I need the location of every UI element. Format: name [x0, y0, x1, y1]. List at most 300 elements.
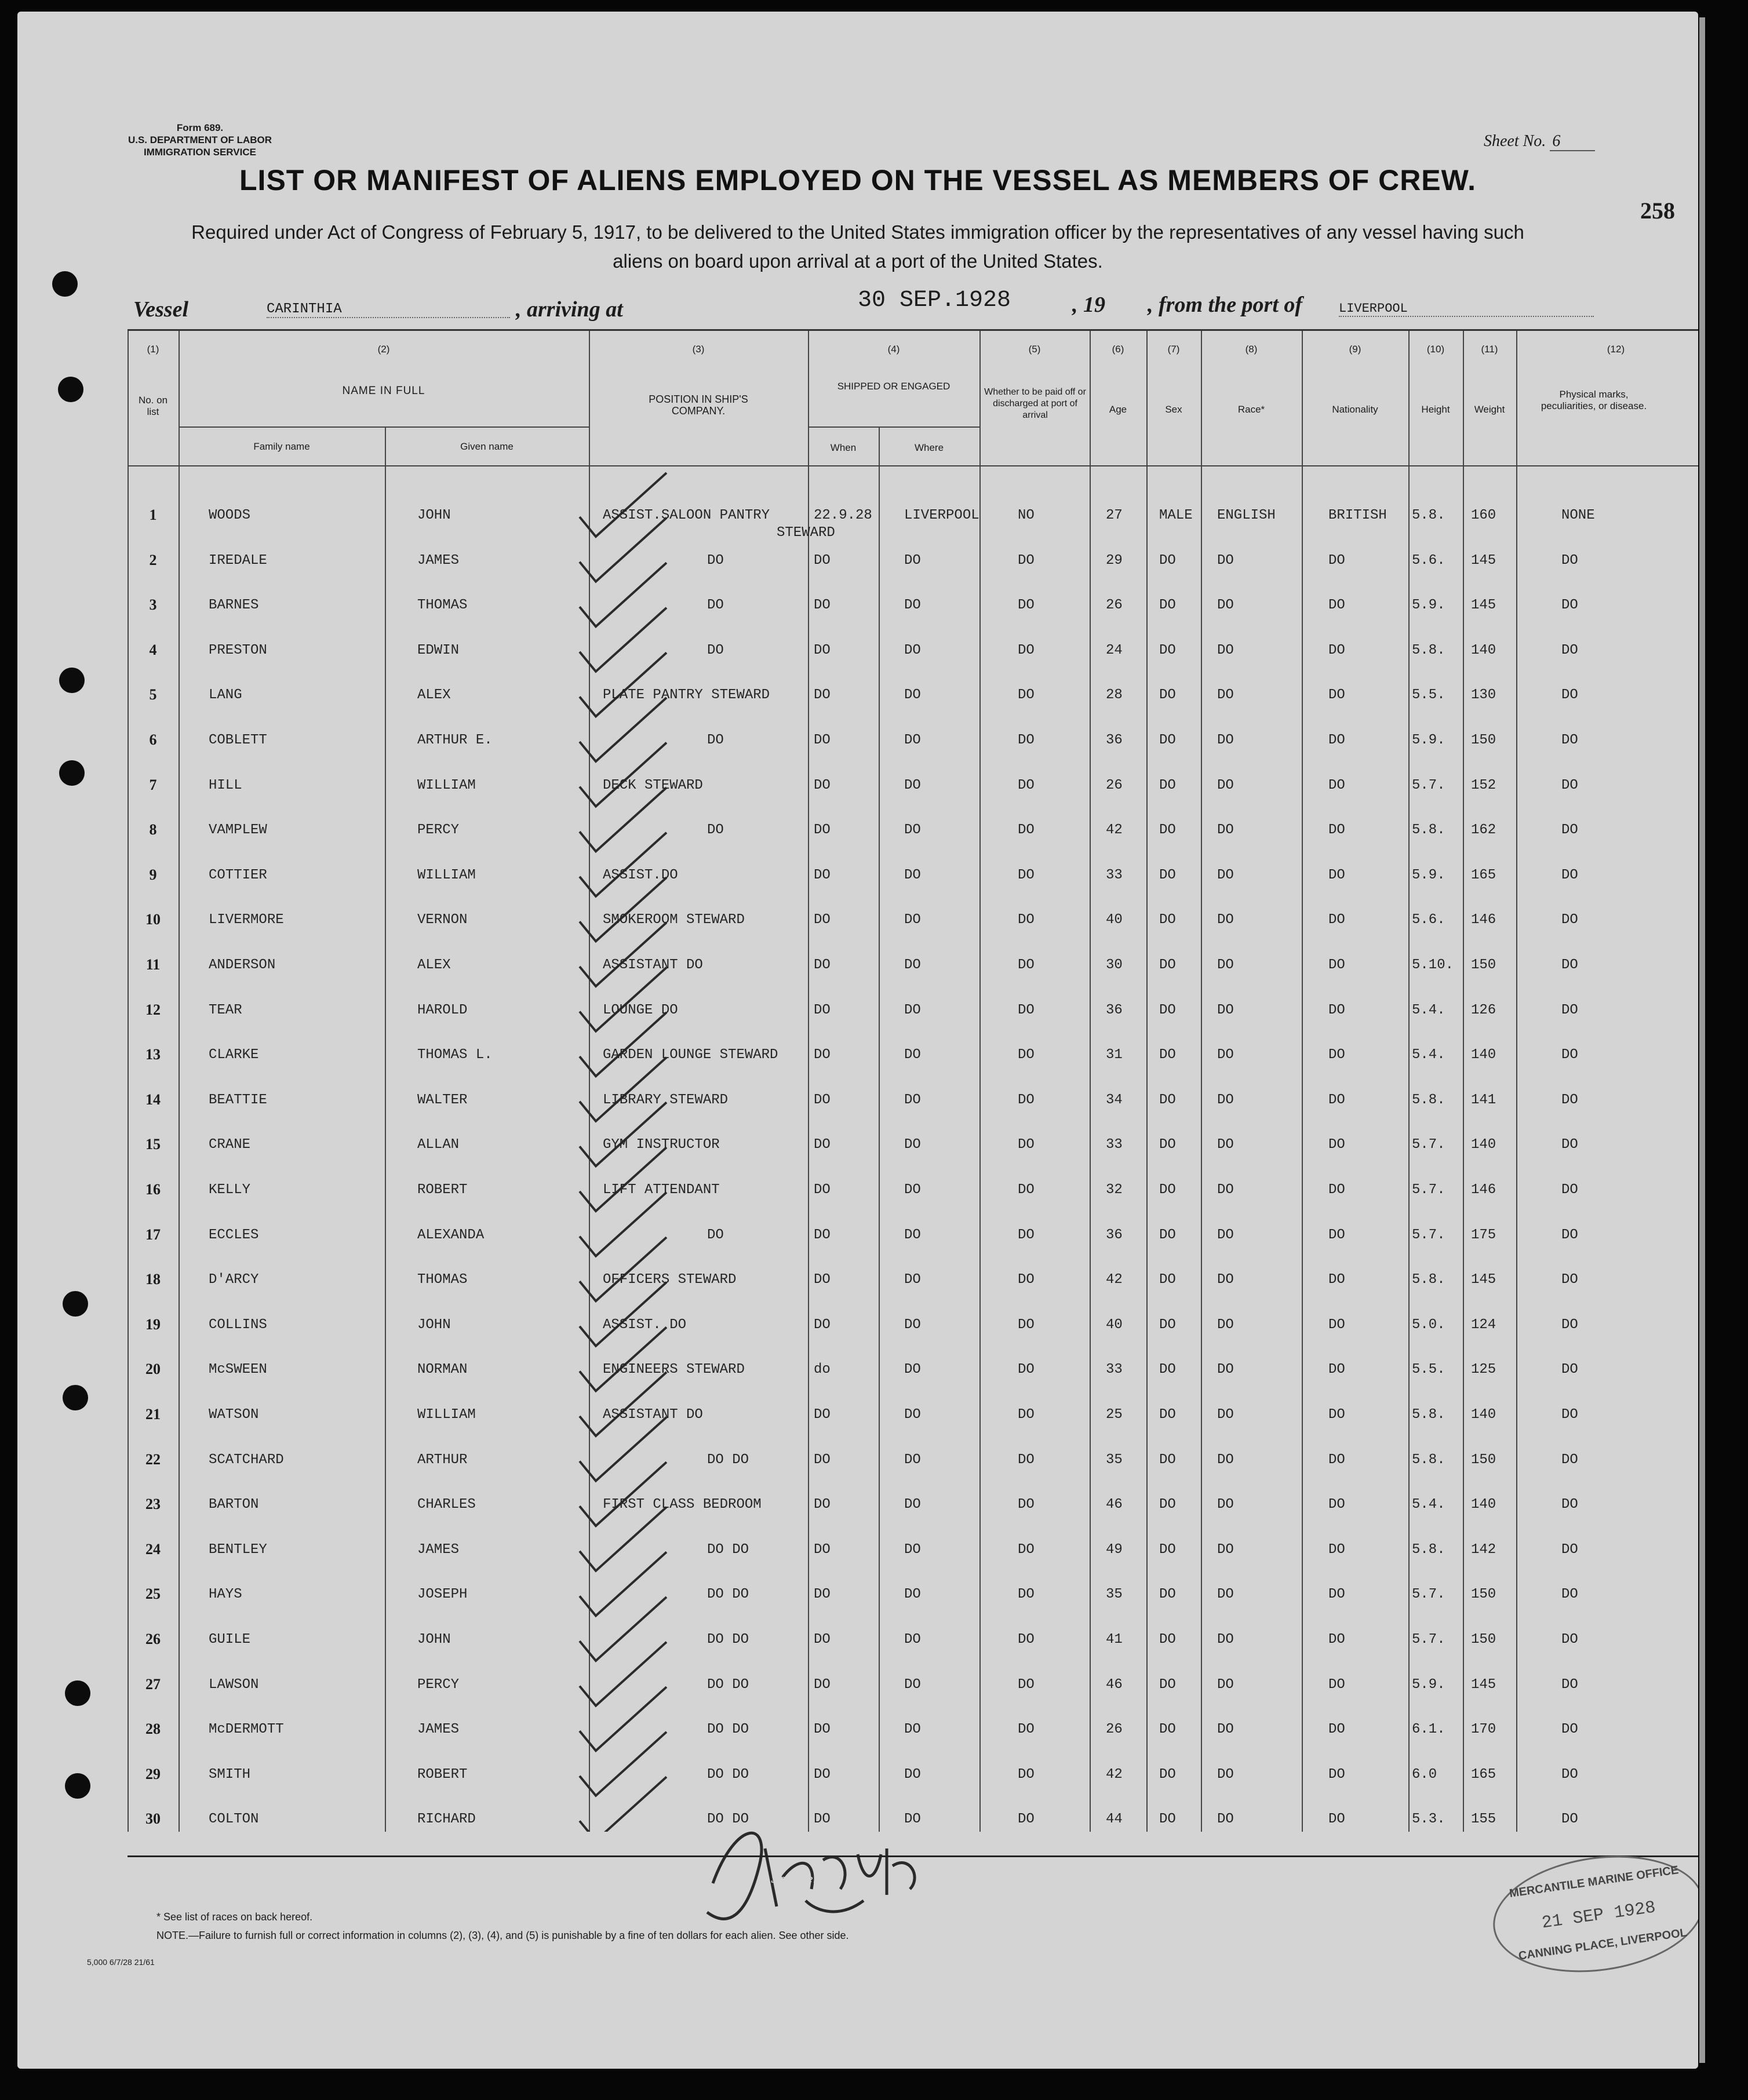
age-cell: 36: [1106, 1227, 1123, 1243]
physical-marks-cell: DO: [1561, 1452, 1578, 1468]
row-number: 21: [145, 1406, 161, 1423]
footer-rule: [128, 1855, 1698, 1857]
paid-off-cell: DO: [1018, 1182, 1035, 1198]
shipped-when-cell: DO: [814, 1766, 831, 1782]
given-name-cell: RICHARD: [417, 1811, 476, 1828]
col-num-6: (6): [1112, 344, 1124, 355]
family-name-cell: SMITH: [209, 1766, 251, 1782]
sex-cell: DO: [1159, 1092, 1176, 1108]
sex-cell: DO: [1159, 1002, 1176, 1018]
position-cell: DO: [707, 732, 724, 748]
sheet-number: [1484, 132, 1595, 151]
race-cell: DO: [1217, 777, 1234, 793]
height-cell: 5.7.: [1412, 1182, 1445, 1198]
position-cell: SMOKEROOM STEWARD: [603, 912, 745, 928]
shipped-when-cell: DO: [814, 1137, 831, 1153]
height-cell: 5.7.: [1412, 1632, 1445, 1647]
header-age: Age: [1109, 404, 1127, 415]
weight-cell: 175: [1471, 1227, 1496, 1243]
physical-marks-cell: DO: [1561, 867, 1578, 883]
physical-marks-cell: DO: [1561, 1541, 1578, 1558]
physical-marks-cell: DO: [1561, 1497, 1578, 1513]
service: IMMIGRATION SERVICE: [144, 147, 256, 158]
weight-cell: 145: [1471, 552, 1496, 568]
header-race: Race*: [1237, 404, 1265, 415]
height-cell: 5.8.: [1412, 508, 1445, 523]
year-label: , 19: [1072, 293, 1105, 317]
shipped-when-cell: DO: [814, 642, 831, 658]
position-cell: ENGINEERS STEWARD: [603, 1362, 745, 1378]
check-mark: [580, 1732, 667, 1796]
sex-cell: DO: [1159, 1317, 1176, 1333]
shipped-where-cell: DO: [904, 912, 921, 928]
paid-off-cell: DO: [1018, 1362, 1035, 1378]
sex-cell: DO: [1159, 642, 1176, 658]
race-cell: DO: [1217, 642, 1234, 658]
paid-off-cell: DO: [1018, 867, 1035, 883]
height-cell: 5.0.: [1412, 1317, 1445, 1333]
sex-cell: DO: [1159, 1632, 1176, 1647]
shipped-when-cell: DO: [814, 1587, 831, 1603]
age-cell: 46: [1106, 1676, 1123, 1693]
position-cell: DECK STEWARD: [603, 777, 703, 793]
race-cell: DO: [1217, 1587, 1234, 1603]
height-cell: 5.9.: [1412, 1676, 1445, 1693]
age-cell: 44: [1106, 1811, 1123, 1828]
subtitle-line-2: aliens on board upon arrival at a port of the United States.: [613, 250, 1103, 272]
row-number: 8: [149, 821, 157, 838]
nationality-cell: DO: [1328, 1272, 1345, 1288]
age-cell: 26: [1106, 597, 1123, 614]
weight-cell: 140: [1471, 1407, 1496, 1423]
given-name-cell: HAROLD: [417, 1002, 468, 1018]
shipped-where-cell: DO: [904, 1092, 921, 1108]
position-cell: ASSISTANT DO: [603, 957, 703, 973]
shipped-when-cell: DO: [814, 867, 831, 883]
row-number: 10: [145, 911, 161, 928]
weight-cell: 150: [1471, 732, 1496, 748]
physical-marks-cell: DO: [1561, 1722, 1578, 1738]
age-cell: 26: [1106, 1722, 1123, 1738]
race-cell: DO: [1217, 687, 1234, 703]
given-name-cell: PERCY: [417, 1676, 460, 1693]
sex-cell: DO: [1159, 1811, 1176, 1828]
header-physical-marks: Physical marks, peculiarities, or disease.: [1541, 389, 1647, 411]
family-name-cell: COLLINS: [209, 1317, 267, 1333]
shipped-where-cell: DO: [904, 687, 921, 703]
col-num-9: (9): [1349, 344, 1361, 355]
paid-off-cell: DO: [1018, 1272, 1035, 1288]
physical-marks-cell: DO: [1561, 642, 1578, 658]
given-name-cell: CHARLES: [417, 1497, 476, 1513]
crew-table: [128, 329, 1698, 1832]
position-cell: GYM INSTRUCTOR: [603, 1137, 720, 1153]
position-cell: DO DO: [707, 1452, 749, 1468]
mercantile-marine-office-stamp: [1485, 1843, 1698, 1985]
age-cell: 35: [1106, 1587, 1123, 1603]
given-name-cell: ALEX: [417, 687, 451, 703]
family-name-cell: BARNES: [209, 597, 259, 614]
document-title: LIST OR MANIFEST OF ALIENS EMPLOYED ON THE VESSEL AS MEMBERS OF CREW.: [239, 164, 1476, 196]
header-nationality: Nationality: [1332, 404, 1378, 415]
position-cell: DO: [707, 642, 724, 658]
row-number: 28: [145, 1720, 161, 1738]
shipped-when-cell: DO: [814, 597, 831, 614]
given-name-cell: ALEXANDA: [417, 1227, 485, 1243]
check-mark: [580, 1462, 667, 1526]
weight-cell: 124: [1471, 1317, 1496, 1333]
age-cell: 26: [1106, 777, 1123, 793]
height-cell: 5.4.: [1412, 1047, 1445, 1063]
sex-cell: MALE: [1159, 508, 1193, 523]
family-name-cell: McSWEEN: [209, 1362, 267, 1378]
physical-marks-cell: DO: [1561, 1227, 1578, 1243]
from-port-value: LIVERPOOL: [1339, 301, 1594, 317]
age-cell: 24: [1106, 642, 1123, 658]
family-name-cell: ANDERSON: [209, 957, 276, 973]
family-name-cell: COTTIER: [209, 867, 267, 883]
nationality-cell: DO: [1328, 867, 1345, 883]
shipped-when-cell: DO: [814, 822, 831, 838]
shipped-when-cell: DO: [814, 1541, 831, 1558]
paid-off-cell: DO: [1018, 1002, 1035, 1018]
stamp-bottom-text: CANNING PLACE, LIVERPOOL: [1517, 1926, 1688, 1963]
position-cell: DO DO: [707, 1676, 749, 1693]
check-mark: [580, 652, 667, 716]
nationality-cell: DO: [1328, 1766, 1345, 1782]
header-sex: Sex: [1165, 404, 1182, 415]
physical-marks-cell: DO: [1561, 912, 1578, 928]
row-number: 12: [145, 1001, 161, 1018]
race-cell: DO: [1217, 1497, 1234, 1513]
family-name-cell: McDERMOTT: [209, 1722, 284, 1738]
weight-cell: 146: [1471, 1182, 1496, 1198]
physical-marks-cell: NONE: [1561, 508, 1595, 523]
nationality-cell: DO: [1328, 1362, 1345, 1378]
family-name-cell: BEATTIE: [209, 1092, 267, 1108]
race-cell: DO: [1217, 1182, 1234, 1198]
position-cell: LIBRARY STEWARD: [603, 1092, 729, 1108]
row-number: 16: [145, 1181, 161, 1198]
row-number: 24: [145, 1540, 161, 1558]
punch-hole: [59, 760, 85, 786]
given-name-cell: JOHN: [417, 508, 451, 523]
position-cell: LOUNGE DO: [603, 1002, 678, 1018]
check-mark: [580, 473, 667, 537]
row-number: 15: [145, 1136, 161, 1153]
sex-cell: DO: [1159, 777, 1176, 793]
age-cell: 30: [1106, 957, 1123, 973]
row-number: 1: [149, 506, 157, 523]
paid-off-cell: DO: [1018, 1676, 1035, 1693]
nationality-cell: DO: [1328, 1676, 1345, 1693]
row-number: 17: [145, 1226, 161, 1243]
form-number: Form 689.: [176, 122, 224, 133]
given-name-cell: ROBERT: [417, 1766, 468, 1782]
given-name-cell: WILLIAM: [417, 777, 476, 793]
row-number: 19: [145, 1315, 161, 1333]
race-cell: DO: [1217, 1766, 1234, 1782]
height-cell: 5.7.: [1412, 1137, 1445, 1153]
weight-cell: 145: [1471, 1272, 1496, 1288]
age-cell: 25: [1106, 1407, 1123, 1423]
height-cell: 6.1.: [1412, 1722, 1445, 1738]
height-cell: 5.10.: [1412, 957, 1454, 973]
row-number: 6: [149, 731, 157, 748]
age-cell: 49: [1106, 1541, 1123, 1558]
race-cell: DO: [1217, 1362, 1234, 1378]
nationality-cell: DO: [1328, 957, 1345, 973]
family-name-cell: ECCLES: [209, 1227, 259, 1243]
check-mark: [580, 968, 667, 1031]
paid-off-cell: DO: [1018, 1092, 1035, 1108]
check-mark: [580, 743, 667, 807]
physical-marks-cell: DO: [1561, 1092, 1578, 1108]
given-name-cell: NORMAN: [417, 1362, 468, 1378]
given-name-cell: ALLAN: [417, 1137, 460, 1153]
paid-off-cell: DO: [1018, 822, 1035, 838]
sheet-edge: [1699, 17, 1705, 2063]
family-name-cell: LIVERMORE: [209, 912, 284, 928]
shipped-when-cell: DO: [814, 1317, 831, 1333]
check-mark: [580, 1597, 667, 1661]
nationality-cell: DO: [1328, 912, 1345, 928]
department: U.S. DEPARTMENT OF LABOR: [128, 134, 272, 145]
shipped-where-cell: DO: [904, 957, 921, 973]
age-cell: 33: [1106, 1137, 1123, 1153]
footnote-races: * See list of races on back hereof.: [156, 1911, 313, 1923]
weight-cell: 145: [1471, 597, 1496, 614]
shipped-where-cell: DO: [904, 1541, 921, 1558]
sex-cell: DO: [1159, 1047, 1176, 1063]
shipped-where-cell: DO: [904, 777, 921, 793]
shipped-when-cell: DO: [814, 732, 831, 748]
given-name-cell: EDWIN: [417, 642, 460, 658]
height-cell: 5.5.: [1412, 1362, 1445, 1378]
family-name-cell: HAYS: [209, 1587, 242, 1603]
shipped-where-cell: DO: [904, 1497, 921, 1513]
family-name-cell: LAWSON: [209, 1676, 259, 1693]
nationality-cell: DO: [1328, 1632, 1345, 1647]
nationality-cell: DO: [1328, 642, 1345, 658]
nationality-cell: DO: [1328, 1137, 1345, 1153]
row-number: 22: [145, 1450, 161, 1468]
subtitle-line-1: Required under Act of Congress of February 5, 1917, to be delivered to the United States immigration officer by the representatives of any vessel having such: [191, 221, 1524, 243]
paid-off-cell: DO: [1018, 1587, 1035, 1603]
row-number: 3: [149, 596, 157, 614]
race-cell: DO: [1217, 1811, 1234, 1828]
family-name-cell: KELLY: [209, 1182, 251, 1198]
shipped-where-cell: DO: [904, 597, 921, 614]
shipped-when-cell: 22.9.28: [814, 508, 872, 523]
position-cell: OFFICERS STEWARD: [603, 1272, 737, 1288]
header-shipped-engaged: SHIPPED OR ENGAGED: [837, 381, 951, 392]
weight-cell: 145: [1471, 1676, 1496, 1693]
age-cell: 32: [1106, 1182, 1123, 1198]
shipped-where-cell: DO: [904, 732, 921, 748]
punch-hole: [63, 1291, 88, 1317]
sex-cell: DO: [1159, 687, 1176, 703]
position-cell: LIFT ATTENDANT: [603, 1182, 720, 1198]
paid-off-cell: DO: [1018, 1722, 1035, 1738]
sex-cell: DO: [1159, 1137, 1176, 1153]
shipped-when-cell: DO: [814, 552, 831, 568]
weight-cell: 140: [1471, 1047, 1496, 1063]
col-num-8: (8): [1245, 344, 1258, 355]
sex-cell: DO: [1159, 1722, 1176, 1738]
row-number: 20: [145, 1361, 161, 1378]
height-cell: 5.8.: [1412, 1407, 1445, 1423]
height-cell: 5.8.: [1412, 1272, 1445, 1288]
age-cell: 31: [1106, 1047, 1123, 1063]
shipped-where-cell: DO: [904, 642, 921, 658]
shipped-when-cell: DO: [814, 687, 831, 703]
check-mark: [580, 1552, 667, 1616]
race-cell: DO: [1217, 552, 1234, 568]
given-name-cell: ARTHUR: [417, 1452, 468, 1468]
height-cell: 5.8.: [1412, 1092, 1445, 1108]
shipped-where-cell: LIVERPOOL: [904, 508, 979, 523]
race-cell: DO: [1217, 957, 1234, 973]
punch-hole: [63, 1385, 88, 1410]
position-cell: DO DO: [707, 1766, 749, 1782]
punch-hole: [59, 668, 85, 693]
weight-cell: 140: [1471, 1137, 1496, 1153]
nationality-cell: DO: [1328, 1587, 1345, 1603]
position-cell: DO: [707, 1227, 724, 1243]
shipped-where-cell: DO: [904, 1766, 921, 1782]
shipped-when-cell: DO: [814, 1182, 831, 1198]
shipped-when-cell: DO: [814, 1722, 831, 1738]
paid-off-cell: DO: [1018, 1541, 1035, 1558]
nationality-cell: DO: [1328, 1002, 1345, 1018]
family-name-cell: COLTON: [209, 1811, 259, 1828]
family-name-cell: VAMPLEW: [209, 822, 267, 838]
shipped-where-cell: DO: [904, 1811, 921, 1828]
shipped-where-cell: DO: [904, 1632, 921, 1647]
paid-off-cell: DO: [1018, 642, 1035, 658]
shipped-when-cell: DO: [814, 1407, 831, 1423]
position-cell: DO: [707, 597, 724, 614]
sex-cell: DO: [1159, 822, 1176, 838]
race-cell: DO: [1217, 1407, 1234, 1423]
weight-cell: 141: [1471, 1092, 1496, 1108]
weight-cell: 152: [1471, 777, 1496, 793]
weight-cell: 140: [1471, 642, 1496, 658]
row-number: 27: [145, 1675, 161, 1693]
check-mark: [580, 877, 667, 941]
nationality-cell: DO: [1328, 732, 1345, 748]
race-cell: DO: [1217, 1137, 1234, 1153]
age-cell: 36: [1106, 732, 1123, 748]
race-cell: DO: [1217, 1092, 1234, 1108]
race-cell: DO: [1217, 1047, 1234, 1063]
check-mark: [580, 1102, 667, 1166]
weight-cell: 170: [1471, 1722, 1496, 1738]
weight-cell: 150: [1471, 1452, 1496, 1468]
race-cell: ENGLISH: [1217, 508, 1276, 523]
shipped-where-cell: DO: [904, 822, 921, 838]
paid-off-cell: DO: [1018, 1497, 1035, 1513]
col-num-4: (4): [887, 344, 900, 355]
check-mark: [580, 923, 667, 986]
check-mark: [580, 608, 667, 672]
row-number: 4: [149, 641, 157, 658]
given-name-cell: THOMAS: [417, 597, 468, 614]
family-name-cell: LANG: [209, 687, 242, 703]
height-cell: 5.7.: [1412, 1587, 1445, 1603]
check-mark: [580, 1193, 667, 1256]
shipped-when-cell: DO: [814, 1676, 831, 1693]
row-number: 14: [145, 1091, 161, 1108]
shipped-when-cell: do: [814, 1362, 831, 1378]
check-mark: [580, 788, 667, 851]
age-cell: 35: [1106, 1452, 1123, 1468]
header-position: POSITION IN SHIP'S COMPANY.: [649, 393, 748, 417]
physical-marks-cell: DO: [1561, 822, 1578, 838]
given-name-cell: WILLIAM: [417, 1407, 476, 1423]
check-mark: [580, 1282, 667, 1346]
given-name-cell: PERCY: [417, 822, 460, 838]
check-mark: [580, 1417, 667, 1481]
nationality-cell: DO: [1328, 822, 1345, 838]
height-cell: 5.7.: [1412, 777, 1445, 793]
position-cell: ASSIST.SALOON PANTRY: [603, 508, 770, 523]
shipped-when-cell: DO: [814, 957, 831, 973]
age-cell: 33: [1106, 867, 1123, 883]
position-cell: ASSISTANT DO: [603, 1407, 703, 1423]
header-where: Where: [914, 442, 944, 453]
sex-cell: DO: [1159, 867, 1176, 883]
sex-cell: DO: [1159, 1362, 1176, 1378]
check-mark: [580, 1327, 667, 1391]
age-cell: 41: [1106, 1632, 1123, 1647]
position-cell: DO: [707, 822, 724, 838]
position-cell: ASSIST. DO: [603, 1317, 687, 1333]
position-cell: DO DO: [707, 1722, 749, 1738]
form-identifier: [125, 122, 275, 158]
row-number: 11: [145, 956, 161, 973]
sex-cell: DO: [1159, 552, 1176, 568]
shipped-where-cell: DO: [904, 1676, 921, 1693]
physical-marks-cell: DO: [1561, 1362, 1578, 1378]
paid-off-cell: DO: [1018, 1452, 1035, 1468]
weight-cell: 126: [1471, 1002, 1496, 1018]
shipped-when-cell: DO: [814, 1227, 831, 1243]
physical-marks-cell: DO: [1561, 552, 1578, 568]
weight-cell: 150: [1471, 1587, 1496, 1603]
family-name-cell: PRESTON: [209, 642, 267, 658]
shipped-where-cell: DO: [904, 1227, 921, 1243]
physical-marks-cell: DO: [1561, 1002, 1578, 1018]
check-mark: [580, 1372, 667, 1436]
height-cell: 5.6.: [1412, 552, 1445, 568]
nationality-cell: DO: [1328, 597, 1345, 614]
height-cell: 5.8.: [1412, 822, 1445, 838]
position-continued-cell: STEWARD: [777, 525, 835, 541]
race-cell: DO: [1217, 867, 1234, 883]
nationality-cell: DO: [1328, 1722, 1345, 1738]
height-cell: 5.8.: [1412, 642, 1445, 658]
nationality-cell: DO: [1328, 687, 1345, 703]
physical-marks-cell: DO: [1561, 1182, 1578, 1198]
stamp-top-text: MERCANTILE MARINE OFFICE: [1508, 1864, 1680, 1900]
punch-hole: [65, 1680, 90, 1706]
given-name-cell: JOHN: [417, 1632, 451, 1647]
check-mark: [580, 1777, 667, 1832]
shipped-where-cell: DO: [904, 552, 921, 568]
shipped-where-cell: DO: [904, 1722, 921, 1738]
